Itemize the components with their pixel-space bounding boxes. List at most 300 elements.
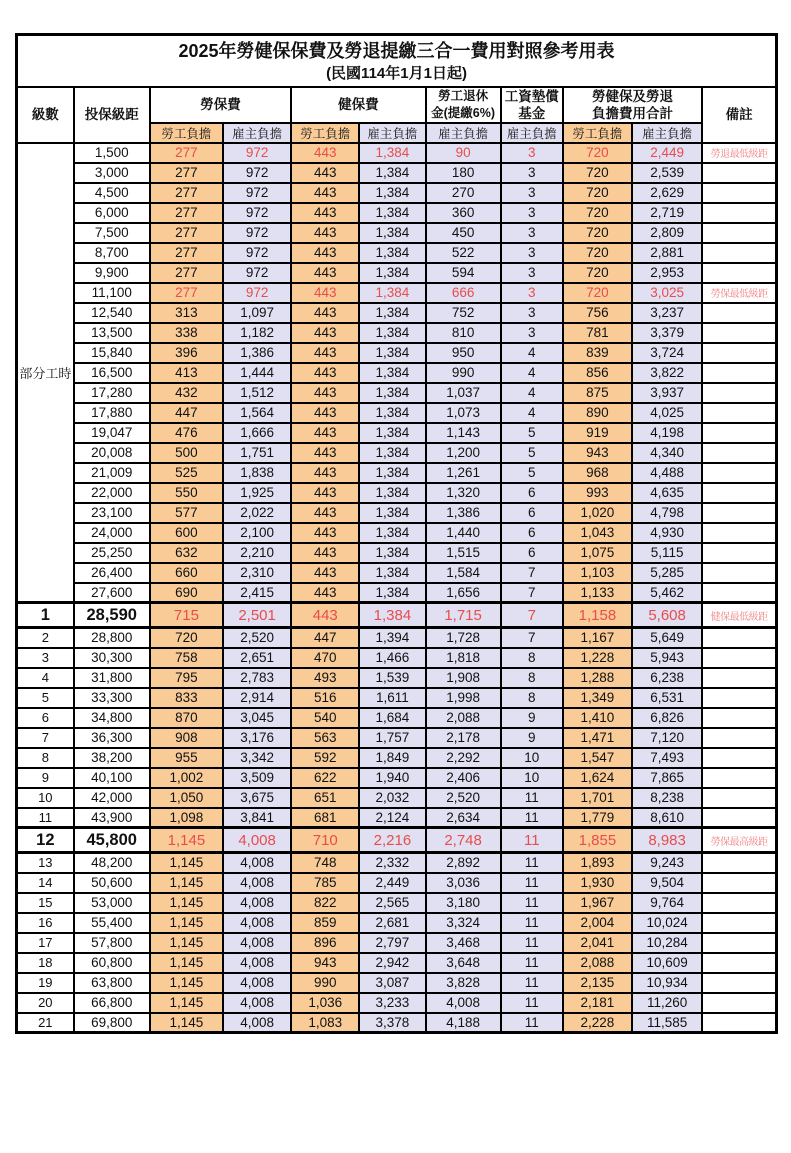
- total-employee-share-cell: 1,133: [563, 583, 632, 603]
- pension-employer-share-cell: 3,648: [426, 953, 501, 973]
- labor-employer-share-cell: 2,651: [223, 648, 291, 668]
- wage-fund-employer-share-cell: 5: [501, 423, 563, 443]
- total-employer-share-cell: 7,865: [632, 768, 702, 788]
- header-wage-fund-line1: 工資墊償: [504, 88, 559, 104]
- health-employer-share-cell: 1,384: [359, 203, 425, 223]
- labor-employer-share-cell: 3,045: [223, 708, 291, 728]
- labor-employer-share-cell: 1,838: [223, 463, 291, 483]
- pension-employer-share-cell: 2,292: [426, 748, 501, 768]
- total-employer-share-cell: 3,379: [632, 323, 702, 343]
- labor-employer-share-cell: 1,666: [223, 423, 291, 443]
- pension-employer-share-cell: 594: [426, 263, 501, 283]
- total-employee-share-cell: 720: [563, 203, 632, 223]
- insured-bracket-cell: 9,900: [74, 263, 150, 283]
- total-employee-share-cell: 720: [563, 163, 632, 183]
- labor-employer-share-cell: 1,564: [223, 403, 291, 423]
- header-labor-insurance: 勞保費: [150, 87, 291, 123]
- total-employee-share-cell: 1,547: [563, 748, 632, 768]
- total-employer-share-cell: 11,585: [632, 1013, 702, 1033]
- pension-employer-share-cell: 2,748: [426, 828, 501, 853]
- pension-employer-share-cell: 180: [426, 163, 501, 183]
- health-employer-share-cell: 1,384: [359, 323, 425, 343]
- insured-bracket-cell: 34,800: [74, 708, 150, 728]
- remark-cell: 勞保最低級距: [702, 283, 776, 303]
- total-employee-share-cell: 720: [563, 263, 632, 283]
- total-employer-share-cell: 9,504: [632, 873, 702, 893]
- remark-cell: [702, 628, 776, 648]
- insured-bracket-cell: 48,200: [74, 853, 150, 873]
- table-row: [17, 768, 777, 788]
- remark-cell: [702, 383, 776, 403]
- table-row: [17, 1013, 777, 1033]
- labor-employee-share-cell: 660: [150, 563, 223, 583]
- remark-cell: [702, 183, 776, 203]
- pension-employer-share-cell: 1,073: [426, 403, 501, 423]
- pension-employer-share-cell: 2,892: [426, 853, 501, 873]
- labor-employer-share-cell: 3,841: [223, 808, 291, 828]
- wage-fund-employer-share-cell: 7: [501, 628, 563, 648]
- total-employer-share-cell: 8,610: [632, 808, 702, 828]
- labor-employer-share-cell: 4,008: [223, 893, 291, 913]
- pension-employer-share-cell: 3,180: [426, 893, 501, 913]
- health-employer-share-cell: 1,684: [359, 708, 425, 728]
- table-row: [17, 523, 777, 543]
- total-employer-share-cell: 3,025: [632, 283, 702, 303]
- remark-cell: [702, 543, 776, 563]
- insured-bracket-cell: 25,250: [74, 543, 150, 563]
- total-employee-share-cell: 968: [563, 463, 632, 483]
- table-row: [17, 263, 777, 283]
- health-employee-share-cell: 592: [291, 748, 359, 768]
- insured-bracket-cell: 50,600: [74, 873, 150, 893]
- total-employee-share-cell: 943: [563, 443, 632, 463]
- pension-employer-share-cell: 450: [426, 223, 501, 243]
- labor-employer-share-cell: 4,008: [223, 973, 291, 993]
- subheader-total-employee-share: 勞工負擔: [563, 123, 632, 143]
- insured-bracket-cell: 6,000: [74, 203, 150, 223]
- table-row: [17, 788, 777, 808]
- health-employer-share-cell: 1,384: [359, 363, 425, 383]
- total-employee-share-cell: 919: [563, 423, 632, 443]
- labor-employee-share-cell: 1,145: [150, 873, 223, 893]
- remark-cell: [702, 523, 776, 543]
- insured-bracket-cell: 40,100: [74, 768, 150, 788]
- health-employee-share-cell: 443: [291, 603, 359, 628]
- table-row: [17, 323, 777, 343]
- insured-bracket-cell: 63,800: [74, 973, 150, 993]
- pension-employer-share-cell: 1,818: [426, 648, 501, 668]
- total-employee-share-cell: 1,075: [563, 543, 632, 563]
- insured-bracket-cell: 13,500: [74, 323, 150, 343]
- insured-bracket-cell: 28,800: [74, 628, 150, 648]
- health-employee-share-cell: 443: [291, 543, 359, 563]
- health-employer-share-cell: 1,384: [359, 483, 425, 503]
- labor-employee-share-cell: 277: [150, 243, 223, 263]
- total-employee-share-cell: 1,043: [563, 523, 632, 543]
- labor-employee-share-cell: 720: [150, 628, 223, 648]
- health-employee-share-cell: 681: [291, 808, 359, 828]
- level-group-part-time: 部分工時: [17, 143, 74, 603]
- level-cell: 20: [17, 993, 74, 1013]
- table-row: [17, 503, 777, 523]
- total-employer-share-cell: 9,764: [632, 893, 702, 913]
- wage-fund-employer-share-cell: 6: [501, 523, 563, 543]
- header-total-line2: 負擔費用合計: [592, 105, 674, 121]
- subheader-total-employer-share: 雇主負擔: [632, 123, 702, 143]
- health-employer-share-cell: 1,384: [359, 543, 425, 563]
- pension-employer-share-cell: 3,828: [426, 973, 501, 993]
- total-employer-share-cell: 2,539: [632, 163, 702, 183]
- table-row: [17, 443, 777, 463]
- remark-cell: [702, 668, 776, 688]
- level-cell: 17: [17, 933, 74, 953]
- health-employee-share-cell: 622: [291, 768, 359, 788]
- health-employer-share-cell: 1,384: [359, 263, 425, 283]
- labor-employee-share-cell: 277: [150, 263, 223, 283]
- table-row: [17, 728, 777, 748]
- pension-employer-share-cell: 4,008: [426, 993, 501, 1013]
- insured-bracket-cell: 19,047: [74, 423, 150, 443]
- health-employer-share-cell: 1,384: [359, 303, 425, 323]
- total-employer-share-cell: 10,609: [632, 953, 702, 973]
- health-employee-share-cell: 443: [291, 143, 359, 163]
- remark-cell: [702, 933, 776, 953]
- labor-employee-share-cell: 1,145: [150, 933, 223, 953]
- level-cell: 16: [17, 913, 74, 933]
- table-row: [17, 463, 777, 483]
- health-employer-share-cell: 1,384: [359, 563, 425, 583]
- table-row: [17, 853, 777, 873]
- labor-employee-share-cell: 1,145: [150, 993, 223, 1013]
- labor-employee-share-cell: 525: [150, 463, 223, 483]
- health-employee-share-cell: 443: [291, 323, 359, 343]
- total-employer-share-cell: 10,024: [632, 913, 702, 933]
- subheader-labor-employee-share: 勞工負擔: [150, 123, 223, 143]
- total-employee-share-cell: 839: [563, 343, 632, 363]
- health-employee-share-cell: 443: [291, 243, 359, 263]
- total-employee-share-cell: 2,004: [563, 913, 632, 933]
- pension-employer-share-cell: 3,036: [426, 873, 501, 893]
- remark-cell: [702, 728, 776, 748]
- total-employer-share-cell: 4,635: [632, 483, 702, 503]
- insured-bracket-cell: 66,800: [74, 993, 150, 1013]
- remark-cell: 勞退最低級距: [702, 143, 776, 163]
- table-row: [17, 543, 777, 563]
- total-employee-share-cell: 856: [563, 363, 632, 383]
- total-employee-share-cell: 1,167: [563, 628, 632, 648]
- insured-bracket-cell: 57,800: [74, 933, 150, 953]
- wage-fund-employer-share-cell: 3: [501, 263, 563, 283]
- table-row: [17, 403, 777, 423]
- pension-employer-share-cell: 1,386: [426, 503, 501, 523]
- health-employer-share-cell: 1,384: [359, 163, 425, 183]
- level-cell: 15: [17, 893, 74, 913]
- labor-employer-share-cell: 2,501: [223, 603, 291, 628]
- health-employee-share-cell: 651: [291, 788, 359, 808]
- wage-fund-employer-share-cell: 11: [501, 893, 563, 913]
- total-employee-share-cell: 875: [563, 383, 632, 403]
- total-employer-share-cell: 3,724: [632, 343, 702, 363]
- labor-employee-share-cell: 1,002: [150, 768, 223, 788]
- total-employer-share-cell: 11,260: [632, 993, 702, 1013]
- total-employer-share-cell: 4,340: [632, 443, 702, 463]
- table-row: [17, 363, 777, 383]
- health-employee-share-cell: 443: [291, 183, 359, 203]
- labor-employer-share-cell: 2,210: [223, 543, 291, 563]
- pension-employer-share-cell: 990: [426, 363, 501, 383]
- pension-employer-share-cell: 1,998: [426, 688, 501, 708]
- health-employer-share-cell: 1,611: [359, 688, 425, 708]
- labor-employee-share-cell: 447: [150, 403, 223, 423]
- health-employer-share-cell: 1,384: [359, 283, 425, 303]
- level-cell: 21: [17, 1013, 74, 1033]
- pension-employer-share-cell: 2,520: [426, 788, 501, 808]
- insured-bracket-cell: 3,000: [74, 163, 150, 183]
- table-row: [17, 628, 777, 648]
- insured-bracket-cell: 36,300: [74, 728, 150, 748]
- level-cell: 12: [17, 828, 74, 853]
- total-employer-share-cell: 7,120: [632, 728, 702, 748]
- page-subtitle: (民國114年1月1日起): [326, 64, 467, 82]
- total-employee-share-cell: 1,701: [563, 788, 632, 808]
- pension-employer-share-cell: 1,515: [426, 543, 501, 563]
- wage-fund-employer-share-cell: 6: [501, 503, 563, 523]
- total-employer-share-cell: 5,462: [632, 583, 702, 603]
- labor-employee-share-cell: 632: [150, 543, 223, 563]
- remark-cell: [702, 223, 776, 243]
- insured-bracket-cell: 23,100: [74, 503, 150, 523]
- health-employee-share-cell: 443: [291, 443, 359, 463]
- health-employee-share-cell: 443: [291, 363, 359, 383]
- labor-employee-share-cell: 338: [150, 323, 223, 343]
- wage-fund-employer-share-cell: 6: [501, 483, 563, 503]
- table-row: [17, 973, 777, 993]
- insured-bracket-cell: 12,540: [74, 303, 150, 323]
- remark-cell: [702, 973, 776, 993]
- pension-employer-share-cell: 2,088: [426, 708, 501, 728]
- header-wage-fund-line2: 基金: [518, 105, 546, 121]
- total-employee-share-cell: 1,930: [563, 873, 632, 893]
- table-row: [17, 203, 777, 223]
- total-employer-share-cell: 3,237: [632, 303, 702, 323]
- health-employee-share-cell: 443: [291, 483, 359, 503]
- wage-fund-employer-share-cell: 4: [501, 383, 563, 403]
- header-group-row: [17, 87, 777, 123]
- insured-bracket-cell: 17,880: [74, 403, 150, 423]
- total-employer-share-cell: 4,488: [632, 463, 702, 483]
- health-employee-share-cell: 493: [291, 668, 359, 688]
- health-employer-share-cell: 2,449: [359, 873, 425, 893]
- labor-employer-share-cell: 1,097: [223, 303, 291, 323]
- labor-employer-share-cell: 4,008: [223, 853, 291, 873]
- table-row: [17, 563, 777, 583]
- health-employer-share-cell: 1,384: [359, 243, 425, 263]
- labor-employer-share-cell: 4,008: [223, 933, 291, 953]
- labor-employer-share-cell: 2,914: [223, 688, 291, 708]
- table-row: [17, 668, 777, 688]
- labor-employer-share-cell: 4,008: [223, 953, 291, 973]
- total-employer-share-cell: 4,025: [632, 403, 702, 423]
- subheader-health-employer-share: 雇主負擔: [359, 123, 425, 143]
- labor-employer-share-cell: 1,751: [223, 443, 291, 463]
- wage-fund-employer-share-cell: 8: [501, 668, 563, 688]
- total-employee-share-cell: 993: [563, 483, 632, 503]
- labor-employer-share-cell: 972: [223, 163, 291, 183]
- total-employee-share-cell: 1,020: [563, 503, 632, 523]
- insured-bracket-cell: 27,600: [74, 583, 150, 603]
- title-cell: [17, 35, 777, 87]
- wage-fund-employer-share-cell: 7: [501, 563, 563, 583]
- labor-employer-share-cell: 1,182: [223, 323, 291, 343]
- table-row: [17, 283, 777, 303]
- level-cell: 11: [17, 808, 74, 828]
- total-employer-share-cell: 5,285: [632, 563, 702, 583]
- total-employee-share-cell: 1,103: [563, 563, 632, 583]
- pension-employer-share-cell: 2,406: [426, 768, 501, 788]
- wage-fund-employer-share-cell: 10: [501, 768, 563, 788]
- total-employee-share-cell: 1,471: [563, 728, 632, 748]
- labor-employer-share-cell: 2,783: [223, 668, 291, 688]
- labor-employee-share-cell: 277: [150, 223, 223, 243]
- health-employer-share-cell: 1,384: [359, 503, 425, 523]
- total-employer-share-cell: 9,243: [632, 853, 702, 873]
- insured-bracket-cell: 16,500: [74, 363, 150, 383]
- level-cell: 5: [17, 688, 74, 708]
- total-employer-share-cell: 8,238: [632, 788, 702, 808]
- labor-employee-share-cell: 1,145: [150, 893, 223, 913]
- health-employer-share-cell: 2,216: [359, 828, 425, 853]
- subheader-labor-employer-share: 雇主負擔: [223, 123, 291, 143]
- insured-bracket-cell: 17,280: [74, 383, 150, 403]
- labor-employee-share-cell: 277: [150, 283, 223, 303]
- health-employee-share-cell: 443: [291, 423, 359, 443]
- wage-fund-employer-share-cell: 7: [501, 583, 563, 603]
- total-employer-share-cell: 3,822: [632, 363, 702, 383]
- health-employee-share-cell: 822: [291, 893, 359, 913]
- remark-cell: [702, 403, 776, 423]
- remark-cell: [702, 788, 776, 808]
- table-row: [17, 708, 777, 728]
- labor-employer-share-cell: 2,415: [223, 583, 291, 603]
- remark-cell: [702, 648, 776, 668]
- remark-cell: [702, 303, 776, 323]
- pension-employer-share-cell: 1,728: [426, 628, 501, 648]
- labor-employer-share-cell: 1,925: [223, 483, 291, 503]
- labor-employee-share-cell: 432: [150, 383, 223, 403]
- total-employer-share-cell: 10,284: [632, 933, 702, 953]
- labor-employee-share-cell: 1,098: [150, 808, 223, 828]
- labor-employer-share-cell: 3,342: [223, 748, 291, 768]
- wage-fund-employer-share-cell: 8: [501, 688, 563, 708]
- insured-bracket-cell: 1,500: [74, 143, 150, 163]
- health-employee-share-cell: 443: [291, 583, 359, 603]
- health-employer-share-cell: 3,087: [359, 973, 425, 993]
- labor-employer-share-cell: 972: [223, 223, 291, 243]
- health-employee-share-cell: 443: [291, 223, 359, 243]
- total-employer-share-cell: 2,809: [632, 223, 702, 243]
- remark-cell: [702, 203, 776, 223]
- pension-employer-share-cell: 1,584: [426, 563, 501, 583]
- total-employee-share-cell: 1,288: [563, 668, 632, 688]
- health-employer-share-cell: 1,394: [359, 628, 425, 648]
- table-row: [17, 953, 777, 973]
- labor-employee-share-cell: 476: [150, 423, 223, 443]
- wage-fund-employer-share-cell: 11: [501, 913, 563, 933]
- labor-employer-share-cell: 972: [223, 243, 291, 263]
- remark-cell: [702, 263, 776, 283]
- header-level: 級數: [17, 87, 74, 143]
- pension-employer-share-cell: 666: [426, 283, 501, 303]
- pension-employer-share-cell: 4,188: [426, 1013, 501, 1033]
- health-employee-share-cell: 443: [291, 263, 359, 283]
- health-employer-share-cell: 1,466: [359, 648, 425, 668]
- labor-employer-share-cell: 972: [223, 183, 291, 203]
- total-employer-share-cell: 4,198: [632, 423, 702, 443]
- wage-fund-employer-share-cell: 9: [501, 708, 563, 728]
- pension-employer-share-cell: 810: [426, 323, 501, 343]
- wage-fund-employer-share-cell: 11: [501, 788, 563, 808]
- health-employer-share-cell: 1,384: [359, 443, 425, 463]
- remark-cell: [702, 503, 776, 523]
- labor-employee-share-cell: 795: [150, 668, 223, 688]
- total-employer-share-cell: 2,881: [632, 243, 702, 263]
- labor-employee-share-cell: 1,145: [150, 913, 223, 933]
- remark-cell: [702, 1013, 776, 1033]
- level-cell: 19: [17, 973, 74, 993]
- total-employee-share-cell: 1,349: [563, 688, 632, 708]
- labor-employee-share-cell: 277: [150, 163, 223, 183]
- labor-employee-share-cell: 1,145: [150, 828, 223, 853]
- total-employee-share-cell: 1,893: [563, 853, 632, 873]
- remark-cell: [702, 583, 776, 603]
- remark-cell: [702, 563, 776, 583]
- level-cell: 9: [17, 768, 74, 788]
- total-employee-share-cell: 756: [563, 303, 632, 323]
- labor-employee-share-cell: 396: [150, 343, 223, 363]
- labor-employee-share-cell: 1,145: [150, 1013, 223, 1033]
- insured-bracket-cell: 31,800: [74, 668, 150, 688]
- labor-employee-share-cell: 550: [150, 483, 223, 503]
- remark-cell: [702, 423, 776, 443]
- total-employer-share-cell: 3,937: [632, 383, 702, 403]
- health-employee-share-cell: 443: [291, 343, 359, 363]
- labor-employer-share-cell: 4,008: [223, 993, 291, 1013]
- health-employer-share-cell: 2,032: [359, 788, 425, 808]
- insured-bracket-cell: 26,400: [74, 563, 150, 583]
- subheader-wage-fund-employer-share: 雇主負擔: [501, 123, 563, 143]
- total-employer-share-cell: 6,826: [632, 708, 702, 728]
- labor-employer-share-cell: 972: [223, 283, 291, 303]
- labor-employer-share-cell: 3,509: [223, 768, 291, 788]
- total-employer-share-cell: 2,629: [632, 183, 702, 203]
- pension-employer-share-cell: 3,324: [426, 913, 501, 933]
- table-row: [17, 583, 777, 603]
- remark-cell: 健保最低級距: [702, 603, 776, 628]
- wage-fund-employer-share-cell: 11: [501, 808, 563, 828]
- table-row: [17, 423, 777, 443]
- total-employer-share-cell: 7,493: [632, 748, 702, 768]
- subheader-health-employee-share: 勞工負擔: [291, 123, 359, 143]
- wage-fund-employer-share-cell: 5: [501, 443, 563, 463]
- health-employer-share-cell: 1,384: [359, 383, 425, 403]
- table-row: [17, 163, 777, 183]
- pension-employer-share-cell: 360: [426, 203, 501, 223]
- labor-employer-share-cell: 4,008: [223, 913, 291, 933]
- labor-employer-share-cell: 2,310: [223, 563, 291, 583]
- table-row: [17, 648, 777, 668]
- wage-fund-employer-share-cell: 8: [501, 648, 563, 668]
- wage-fund-employer-share-cell: 4: [501, 343, 563, 363]
